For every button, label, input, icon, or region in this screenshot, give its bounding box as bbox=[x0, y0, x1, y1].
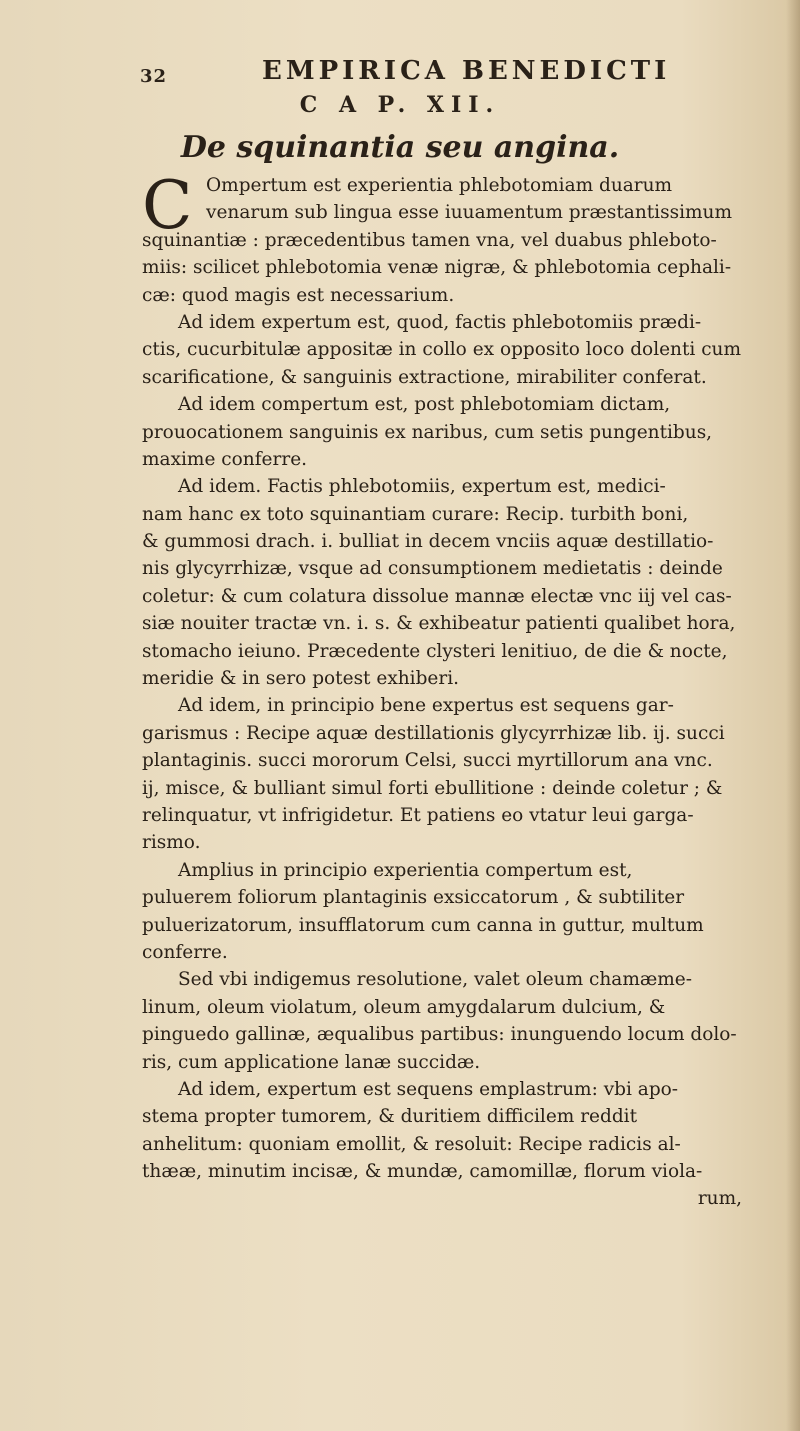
body-text bbox=[142, 167, 782, 1213]
text-line: meridie & in sero potest exhiberi. bbox=[142, 668, 460, 690]
drop-cap: C bbox=[142, 167, 193, 244]
text-line: puluerem foliorum plantaginis exsiccatorum , & subtiliter bbox=[142, 887, 685, 909]
text-line: relinquatur, vt infrigidetur. Et patiens eo vtatur leui garga- bbox=[142, 804, 694, 826]
text-line: maxime conferre. bbox=[142, 448, 308, 470]
chapter-title: De squinantia seu angina. bbox=[180, 130, 620, 165]
text-line: ctis, cucurbitulæ appositæ in collo ex opposito loco dolenti cum bbox=[142, 339, 742, 361]
text-line: plantaginis. succi mororum Celsi, succi myrtillorum ana vnc. bbox=[142, 750, 713, 772]
chapter-label: C A P. XII. bbox=[299, 92, 501, 118]
text-line: cæ: quod magis est necessarium. bbox=[142, 284, 455, 306]
text-line: scarificatione, & sanguinis extractione, mirabiliter conferat. bbox=[142, 366, 707, 388]
text-line: thææ, minutim incisæ, & mundæ, camomillæ, florum viola- bbox=[142, 1161, 703, 1183]
text-line: garismus : Recipe aquæ destillationis glycyrrhizæ lib. ij. succi bbox=[142, 722, 725, 744]
page-edge-shadow bbox=[786, 0, 800, 1431]
text-line: nis glycyrrhizæ, vsque ad consumptionem medietatis : deinde bbox=[142, 558, 723, 580]
text-line: conferre. bbox=[142, 941, 228, 963]
text-line: pinguedo gallinæ, æqualibus partibus: inunguendo locum dolo- bbox=[142, 1024, 737, 1046]
text-line: squinantiæ : præcedentibus tamen vna, vel duabus phleboto- bbox=[142, 229, 717, 251]
text-line: stema propter tumorem, & duritiem difficilem reddit bbox=[142, 1106, 638, 1128]
text-line: Amplius in principio experientia compertum est, bbox=[178, 859, 633, 881]
text-line: Ad idem, expertum est sequens emplastrum: vbi apo- bbox=[178, 1078, 679, 1100]
text-line: & gummosi drach. i. bulliat in decem vnciis aquæ destillatio- bbox=[142, 531, 714, 553]
text-line: Ad idem compertum est, post phlebotomiam dictam, bbox=[178, 394, 671, 416]
page-number: 32 bbox=[140, 66, 168, 87]
text-line: prouocationem sanguinis ex naribus, cum setis pungentibus, bbox=[142, 421, 713, 443]
text-line: linum, oleum violatum, oleum amygdalarum dulcium, & bbox=[142, 996, 666, 1018]
text-line: nam hanc ex toto squinantiam curare: Recip. turbith boni, bbox=[142, 503, 689, 525]
text-line: Ad idem expertum est, quod, factis phlebotomiis prædi- bbox=[178, 311, 702, 333]
text-line: Ompertum est experientia phlebotomiam duarum bbox=[206, 175, 673, 196]
text-line: coletur: & cum colatura dissolue mannæ electæ vnc iij vel cas- bbox=[142, 585, 732, 607]
page-header bbox=[0, 52, 800, 92]
text-line: puluerizatorum, insufflatorum cum canna in guttur, multum bbox=[142, 914, 704, 936]
text-line: Ad idem, in principio bene expertus est sequens gar- bbox=[178, 695, 674, 717]
text-line: siæ nouiter tractæ vn. i. s. & exhibeatur patienti qualibet hora, bbox=[142, 613, 736, 635]
text-line: ris, cum applicatione lanæ succidæ. bbox=[142, 1051, 481, 1073]
text-line: miis: scilicet phlebotomia venæ nigræ, & phlebotomia cephali- bbox=[142, 257, 732, 279]
text-line: Sed vbi indigemus resolutione, valet oleum chamæme- bbox=[178, 969, 692, 991]
running-title: EMPIRICA BENEDICTI bbox=[262, 56, 671, 86]
catchword: rum, bbox=[697, 1188, 742, 1210]
text-line: ij, misce, & bulliant simul forti ebullitione : deinde coletur ; & bbox=[142, 777, 723, 799]
text-line: Ad idem. Factis phlebotomiis, expertum est, medici- bbox=[178, 476, 666, 498]
text-line: anhelitum: quoniam emollit, & resoluit: Recipe radicis al- bbox=[142, 1133, 681, 1155]
text-line: rismo. bbox=[142, 832, 201, 854]
text-line: stomacho ieiuno. Præcedente clysteri lenitiuo, de die & nocte, bbox=[142, 640, 728, 662]
text-line: venarum sub lingua esse iuuamentum præstantissimum bbox=[206, 202, 732, 224]
